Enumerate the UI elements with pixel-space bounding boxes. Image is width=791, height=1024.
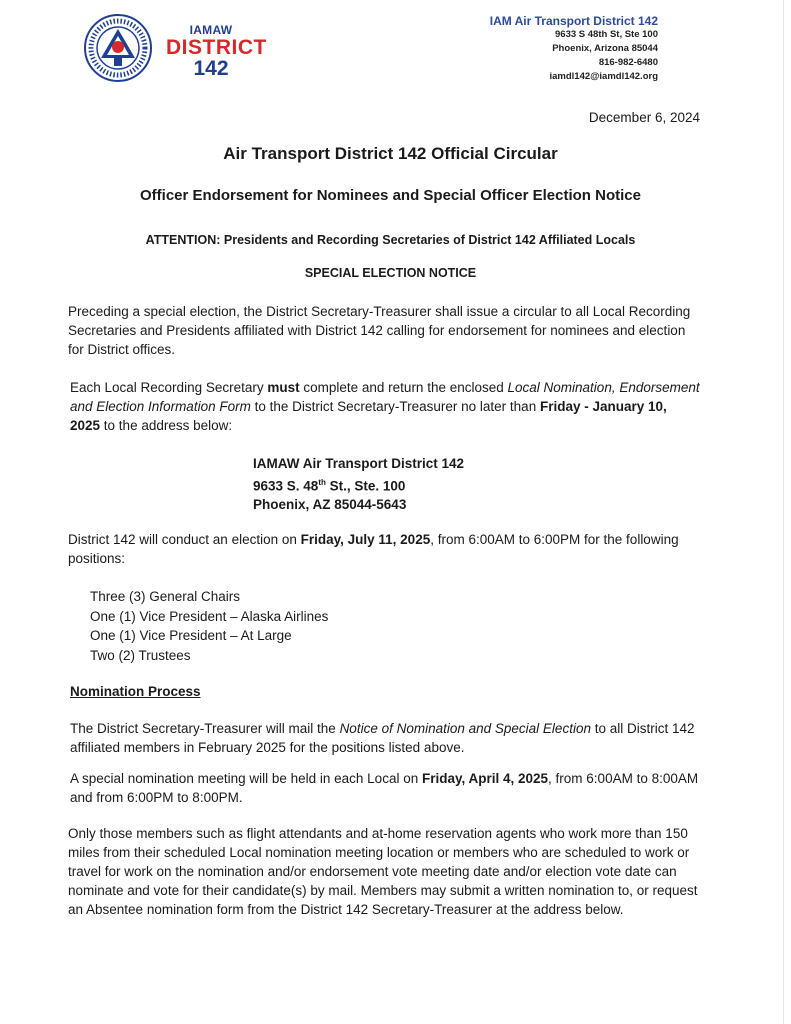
ordinal-suffix: th <box>318 477 326 487</box>
document-title: Air Transport District 142 Official Circular <box>223 144 558 163</box>
positions-list <box>90 587 328 665</box>
nomination-meeting-date: Friday, April 4, 2025 <box>421 771 549 786</box>
text-run: The District Secretary-Treasurer will mail the <box>70 721 340 736</box>
text-run: , from 6:00AM to 8:00AM and from 6:00PM to 8:00PM. <box>70 771 699 805</box>
submission-paragraph <box>70 378 700 435</box>
notice-heading: SPECIAL ELECTION NOTICE <box>304 266 477 280</box>
letterhead-phone: 816-982-6480 <box>598 57 658 68</box>
letterhead-street: 9633 S 48th St, Ste 100 <box>555 29 658 40</box>
notice-mailing-paragraph <box>70 719 700 757</box>
street-suite: St., Ste. 100 <box>325 478 406 493</box>
list-item: One (1) Vice President – Alaska Airlines <box>90 608 329 624</box>
election-date-paragraph <box>68 530 698 568</box>
text-run: complete and return the enclosed <box>299 380 508 395</box>
text-run: A special nomination meeting will be held in each Local on <box>70 771 422 786</box>
logo-district-text: DISTRICT <box>166 36 267 59</box>
text-run: Each Local Recording Secretary <box>70 380 268 395</box>
letterhead-address <box>490 14 658 84</box>
logo-iamaw-text: IAMAW <box>189 23 233 37</box>
document-date: December 6, 2024 <box>588 110 700 125</box>
document-subtitle: Officer Endorsement for Nominees and Special Officer Election Notice <box>140 187 641 204</box>
list-item: One (1) Vice President – At Large <box>90 628 292 643</box>
address-line-2 <box>253 474 464 496</box>
letterhead-city: Phoenix, Arizona 85044 <box>552 43 658 54</box>
form-name: Local Nomination, Endorsement and Election Information Form <box>70 380 700 414</box>
emphasis-must: must <box>267 380 300 395</box>
attention-line: ATTENTION: Presidents and Recording Secretaries of District 142 Affiliated Locals <box>145 233 636 247</box>
deadline-date: Friday - January 10, 2025 <box>70 399 667 433</box>
mail-voting-paragraph: Only those members such as flight attendants and at-home reservation agents who work more than 150 miles from their scheduled Local nomination meeting location or members who are scheduled to work or travel for work on the nomination and/or endorsement vote meeting date and/or election vote date can nominate and vote for their candidate(s) by mail. Members may submit a written nomination to, or request an Absentee nomination form from the District 142 Secretary-Treasurer at the address below. <box>68 826 698 917</box>
letterhead-org: IAM Air Transport District 142 <box>489 14 658 28</box>
logo-number-text: 142 <box>193 57 229 80</box>
mailing-address <box>253 455 464 514</box>
letterhead-email[interactable]: iamdl142@iamdl142.org <box>549 71 658 82</box>
nomination-meeting-paragraph <box>70 769 700 807</box>
logo-wordmark <box>166 23 267 80</box>
list-item: Three (3) General Chairs <box>90 589 241 604</box>
notice-name: Notice of Nomination and Special Election <box>339 721 591 736</box>
text-run: District 142 will conduct an election on <box>68 532 301 547</box>
list-item: Two (2) Trustees <box>90 647 191 663</box>
address-line-3: Phoenix, AZ 85044-5643 <box>253 496 407 512</box>
intro-paragraph: Preceding a special election, the District Secretary-Treasurer shall issue a circular to all Local Recording Secretaries and Presidents affiliated with District 142 calling for endorsement for nominees and election for District offices. <box>68 304 691 357</box>
text-run: to all District 142 affiliated members in February 2025 for the positions listed above. <box>70 721 695 755</box>
iamaw-district-142-logo <box>84 14 267 84</box>
street-number: 9633 S. 48 <box>253 478 319 493</box>
text-run: , from 6:00AM to 6:00PM for the following positions: <box>68 532 679 566</box>
nomination-process-heading: Nomination Process <box>70 684 201 699</box>
text-run: to the District Secretary-Treasurer no later than <box>250 399 540 414</box>
iam-seal-icon <box>84 14 152 82</box>
election-date: Friday, July 11, 2025 <box>300 532 431 547</box>
text-run: to the address below: <box>100 418 233 433</box>
address-line-1: IAMAW Air Transport District 142 <box>253 456 465 471</box>
scan-edge-divider <box>783 0 784 1024</box>
